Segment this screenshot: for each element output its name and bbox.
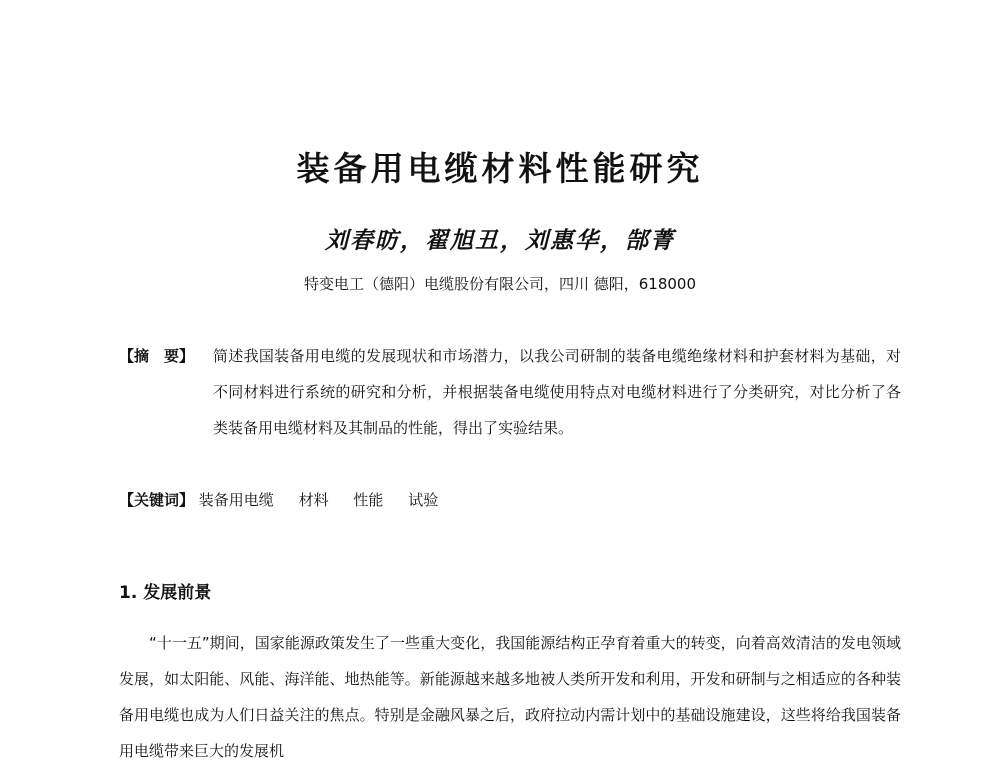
- paper-title: 装备用电缆材料性能研究: [296, 149, 704, 188]
- body-paragraph: “十一五”期间，国家能源政策发生了一些重大变化，我国能源结构正孕育着重大的转变，向着高效清洁的发电领域发展，如太阳能、风能、海洋能、地热能等。新能源越来越多地被人类所开发和利用，开发和研制与之相适应的各种装备用电缆也成为人们日益关注的焦点。特别是金融风暴之后，政府拉动内需计划中的基础设施建设，这些将给我国装备用电缆带来巨大的发展机: [119, 634, 901, 760]
- keywords-block: [119, 482, 458, 518]
- abstract-label: 【摘 要】: [119, 347, 195, 365]
- author-list: 刘春昉，翟旭丑，刘惠华，郜菁: [325, 227, 675, 254]
- affiliation: 特变电工（德阳）电缆股份有限公司，四川 德阳，618000: [303, 275, 697, 293]
- abstract-text: 简述我国装备用电缆的发展现状和市场潜力，以我公司研制的装备电缆绝缘材料和护套材料为基础，对不同材料进行系统的研究和分析，并根据装备电缆使用特点对电缆材料进行了分类研究，对比分析了各类装备用电缆材料及其制品的性能，得出了实验结果。: [213, 347, 901, 437]
- keyword-item: 试验: [408, 491, 439, 509]
- section-heading: 1. 发展前景: [119, 583, 212, 603]
- keyword-item: 性能: [353, 491, 384, 509]
- abstract-block: [119, 338, 901, 446]
- keywords-label: 【关键词】: [119, 491, 195, 509]
- keyword-item: 材料: [298, 491, 329, 509]
- keyword-item: 装备用电缆: [198, 491, 274, 509]
